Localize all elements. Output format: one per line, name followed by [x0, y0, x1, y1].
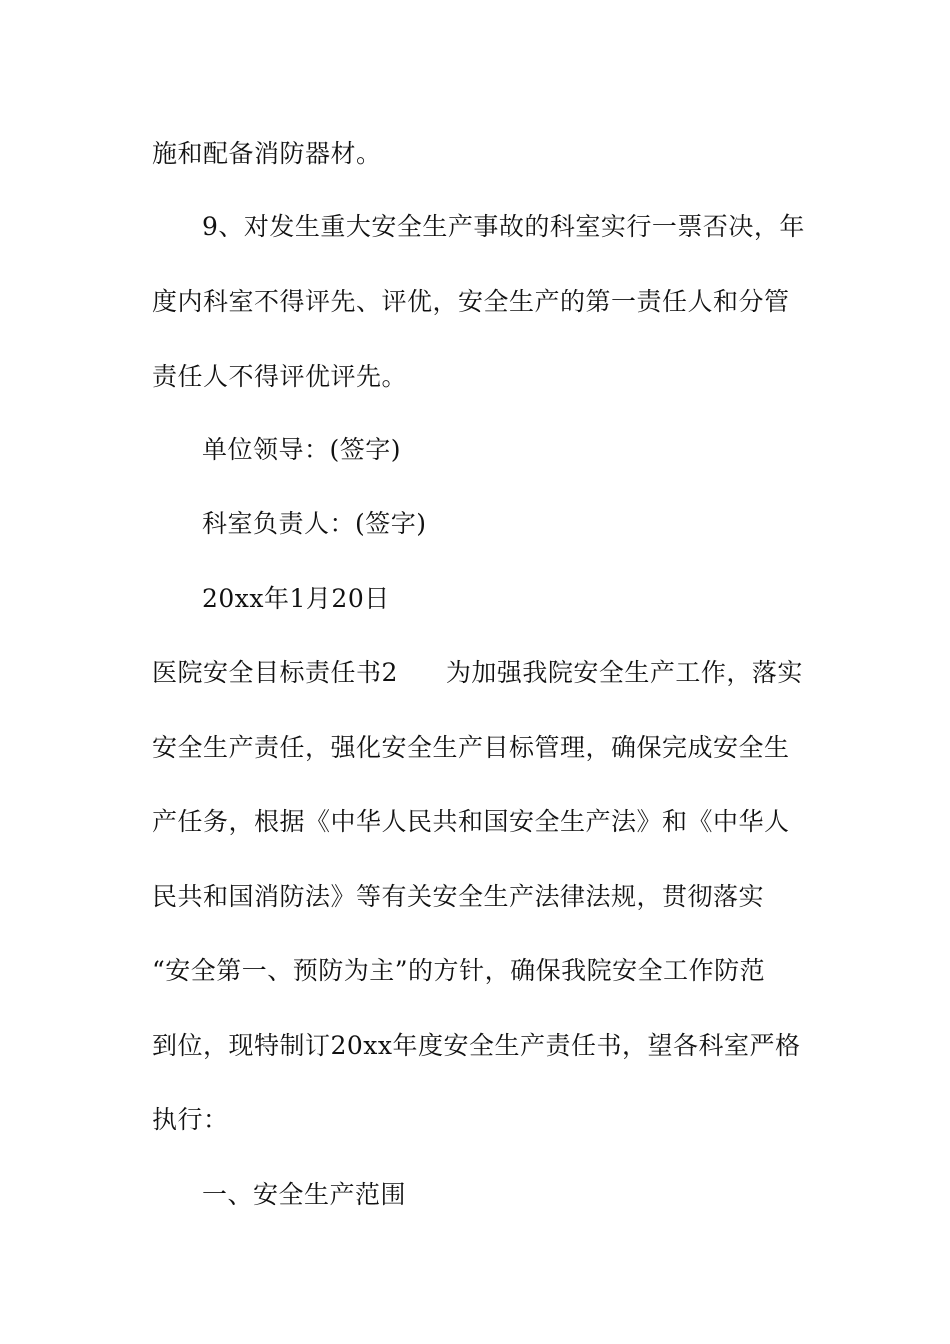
paragraph-line: 度内科室不得评先、评优，安全生产的第一责任人和分管	[152, 287, 790, 316]
paragraph-line: 施和配备消防器材。	[152, 139, 382, 168]
document-title-line	[152, 657, 812, 689]
paragraph-line: 民共和国消防法》等有关安全生产法律法规，贯彻落实	[152, 882, 765, 911]
section-heading: 一、安全生产范围	[202, 1180, 407, 1209]
paragraph-line: 安全生产责任，强化安全生产目标管理，确保完成安全生	[152, 733, 790, 762]
paragraph-line: 执行：	[152, 1105, 229, 1134]
document-title: 医院安全目标责任书2	[152, 658, 398, 687]
paragraph-line: 产任务，根据《中华人民共和国安全生产法》和《中华人	[152, 807, 790, 836]
date-line: 20xx年1月20日	[202, 584, 390, 613]
paragraph-text: 为加强我院安全生产工作，落实	[445, 658, 803, 687]
paragraph-line: 到位，现特制订20xx年度安全生产责任书，望各科室严格	[152, 1031, 801, 1060]
signature-line-leader: 单位领导：(签字)	[202, 435, 402, 464]
paragraph-line: 责任人不得评优评先。	[152, 362, 408, 391]
paragraph-line: “安全第一、预防为主”的方针，确保我院安全工作防范	[152, 956, 766, 985]
paragraph-line: 9、对发生重大安全生产事故的科室实行一票否决，年	[202, 212, 805, 241]
signature-line-department-head: 科室负责人：(签字)	[202, 509, 427, 538]
